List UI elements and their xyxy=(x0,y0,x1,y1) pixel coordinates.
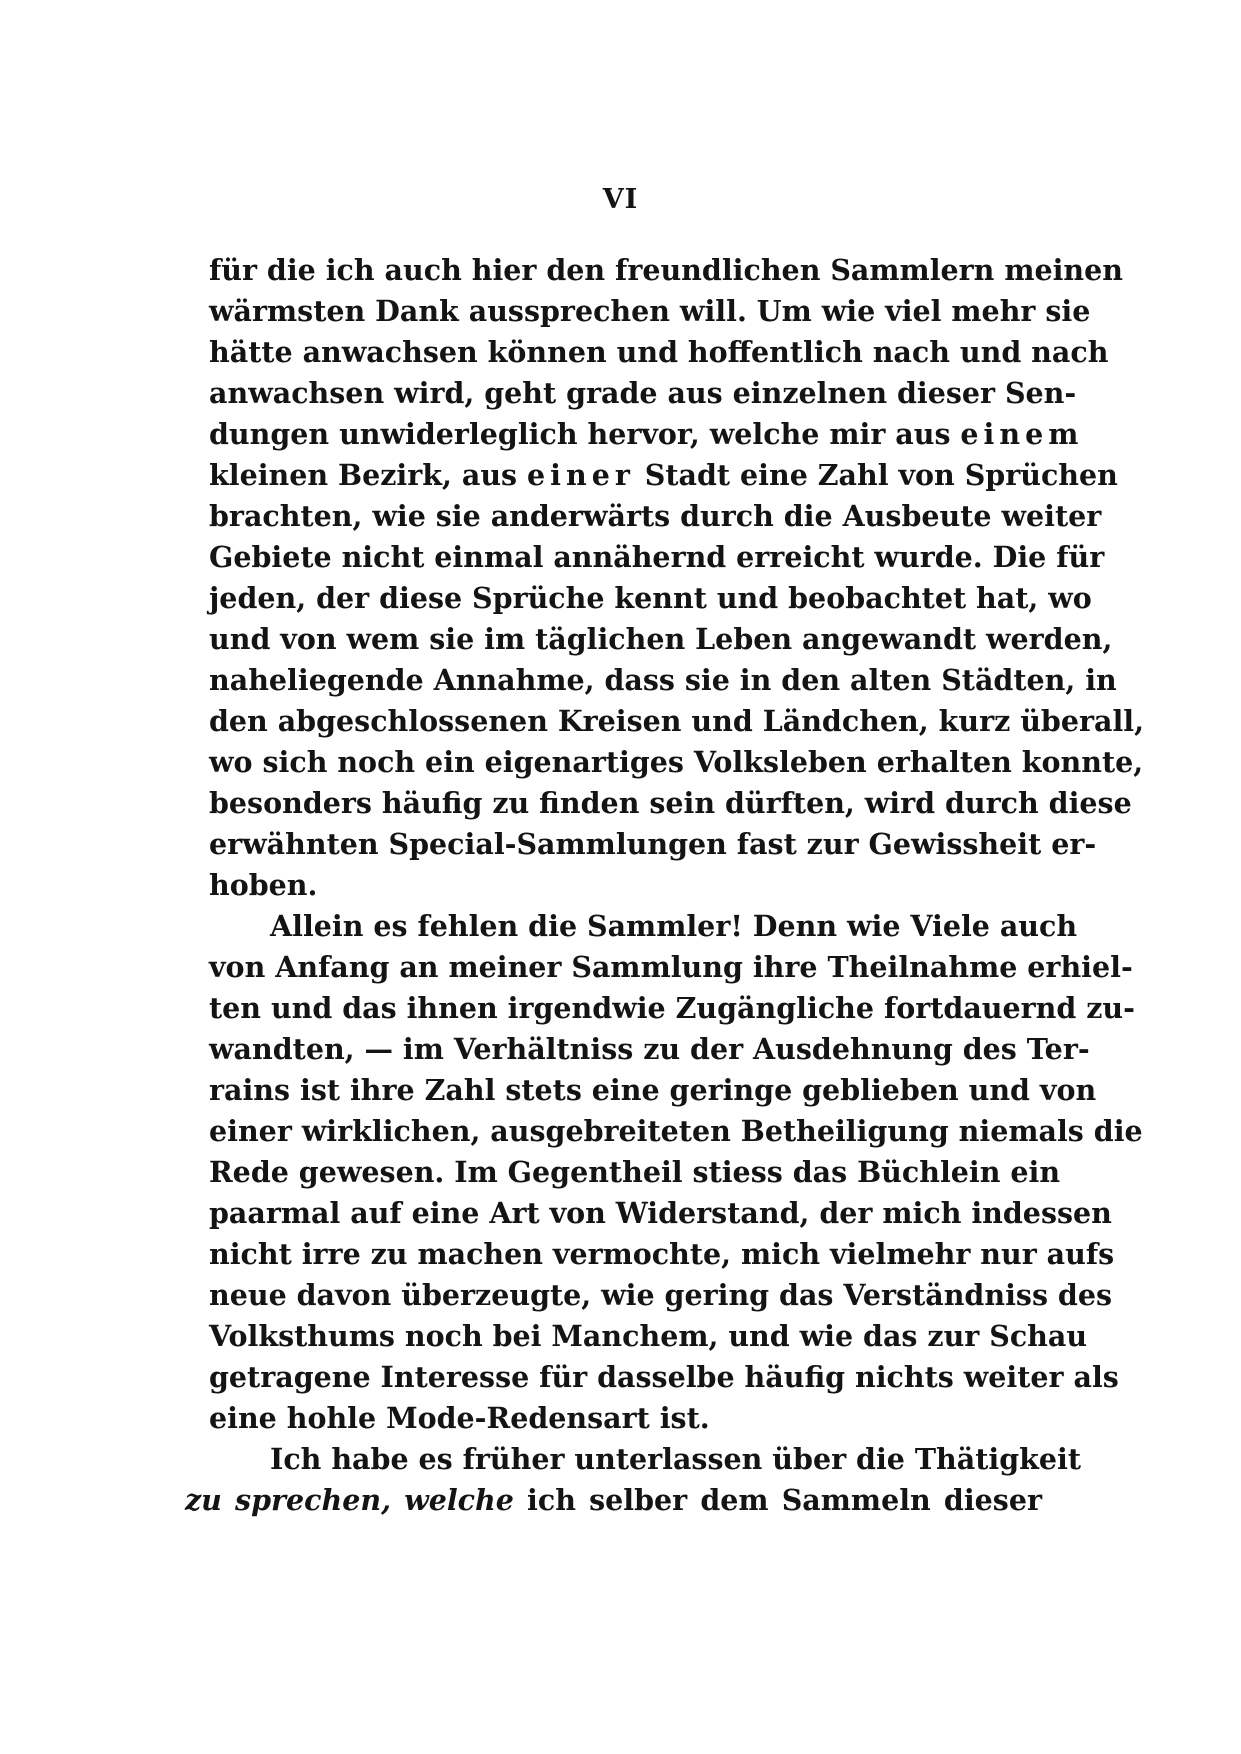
text-line: naheliegende Annahme, dass sie in den alten Städten, in xyxy=(209,663,1117,697)
text-line: anwachsen wird, geht grade aus einzelnen dieser Sen- xyxy=(209,376,1077,410)
text-line xyxy=(209,455,1118,496)
text-line: Rede gewesen. Im Gegentheil stiess das Büchlein ein xyxy=(209,1155,1061,1189)
text-line: Allein es fehlen die Sammler! Denn wie Viele auch xyxy=(270,909,1078,943)
text-line: für die ich auch hier den freundlichen Sammlern meinen xyxy=(209,253,1124,287)
text-line: wandten, — im Verhältniss zu der Ausdehnung des Ter- xyxy=(209,1032,1090,1066)
paragraph xyxy=(185,1439,1082,1521)
text-line xyxy=(209,414,1084,455)
italic-segment: zu sprechen, welche xyxy=(185,1483,514,1517)
text-line: und von wem sie im täglichen Leben angewandt werden, xyxy=(209,622,1113,656)
text-line: Volksthums noch bei Manchem, und wie das zur Schau xyxy=(209,1319,1088,1353)
text-line: einer wirklichen, ausgebreiteten Betheiligung niemals die xyxy=(209,1114,1143,1148)
text-line: erwähnten Special-Sammlungen fast zur Gewissheit er- xyxy=(209,827,1097,861)
text-line: brachten, wie sie anderwärts durch die Ausbeute weiter xyxy=(209,499,1102,533)
text-line: jeden, der diese Sprüche kennt und beobachtet hat, wo xyxy=(209,581,1092,615)
text-segment: ich selber dem Sammeln dieser xyxy=(513,1483,1042,1517)
text-line: neue davon überzeugte, wie gering das Verständniss des xyxy=(209,1278,1113,1312)
text-segment: Stadt eine Zahl von Sprüchen xyxy=(634,458,1118,492)
text-line: getragene Interesse für dasselbe häufig nichts weiter als xyxy=(209,1360,1119,1394)
emphasized-word: einer xyxy=(527,458,635,492)
text-line: wo sich noch ein eigenartiges Volksleben erhalten konnte, xyxy=(209,745,1144,779)
text-line: ten und das ihnen irgendwie Zugängliche fortdauernd zu- xyxy=(209,991,1135,1025)
text-line: wärmsten Dank aussprechen will. Um wie viel mehr sie xyxy=(209,294,1091,328)
text-line: eine hohle Mode-Redensart ist. xyxy=(209,1401,710,1435)
page-number: VI xyxy=(602,184,639,215)
text-line: besonders häufig zu finden sein dürften, wird durch diese xyxy=(209,786,1132,820)
paragraph xyxy=(209,250,1145,906)
emphasized-word: einem xyxy=(960,417,1084,451)
text-line: Gebiete nicht einmal annähernd erreicht wurde. Die für xyxy=(209,540,1105,574)
text-segment: kleinen Bezirk, aus xyxy=(209,458,528,492)
text-line xyxy=(185,1480,1042,1521)
text-line: hätte anwachsen können und hoffentlich nach und nach xyxy=(209,335,1109,369)
body-text xyxy=(185,250,1145,1521)
paragraph xyxy=(209,906,1143,1439)
text-line: den abgeschlossenen Kreisen und Ländchen, kurz überall, xyxy=(209,704,1145,738)
text-line: nicht irre zu machen vermochte, mich vielmehr nur aufs xyxy=(209,1237,1115,1271)
text-line: rains ist ihre Zahl stets eine geringe geblieben und von xyxy=(209,1073,1097,1107)
text-line: paarmal auf eine Art von Widerstand, der mich indessen xyxy=(209,1196,1112,1230)
text-line: von Anfang an meiner Sammlung ihre Theilnahme erhiel- xyxy=(209,950,1133,984)
text-line: hoben. xyxy=(209,868,318,902)
text-line: Ich habe es früher unterlassen über die Thätigkeit xyxy=(270,1442,1082,1476)
text-segment: dungen unwiderleglich hervor, welche mir aus xyxy=(209,417,961,451)
